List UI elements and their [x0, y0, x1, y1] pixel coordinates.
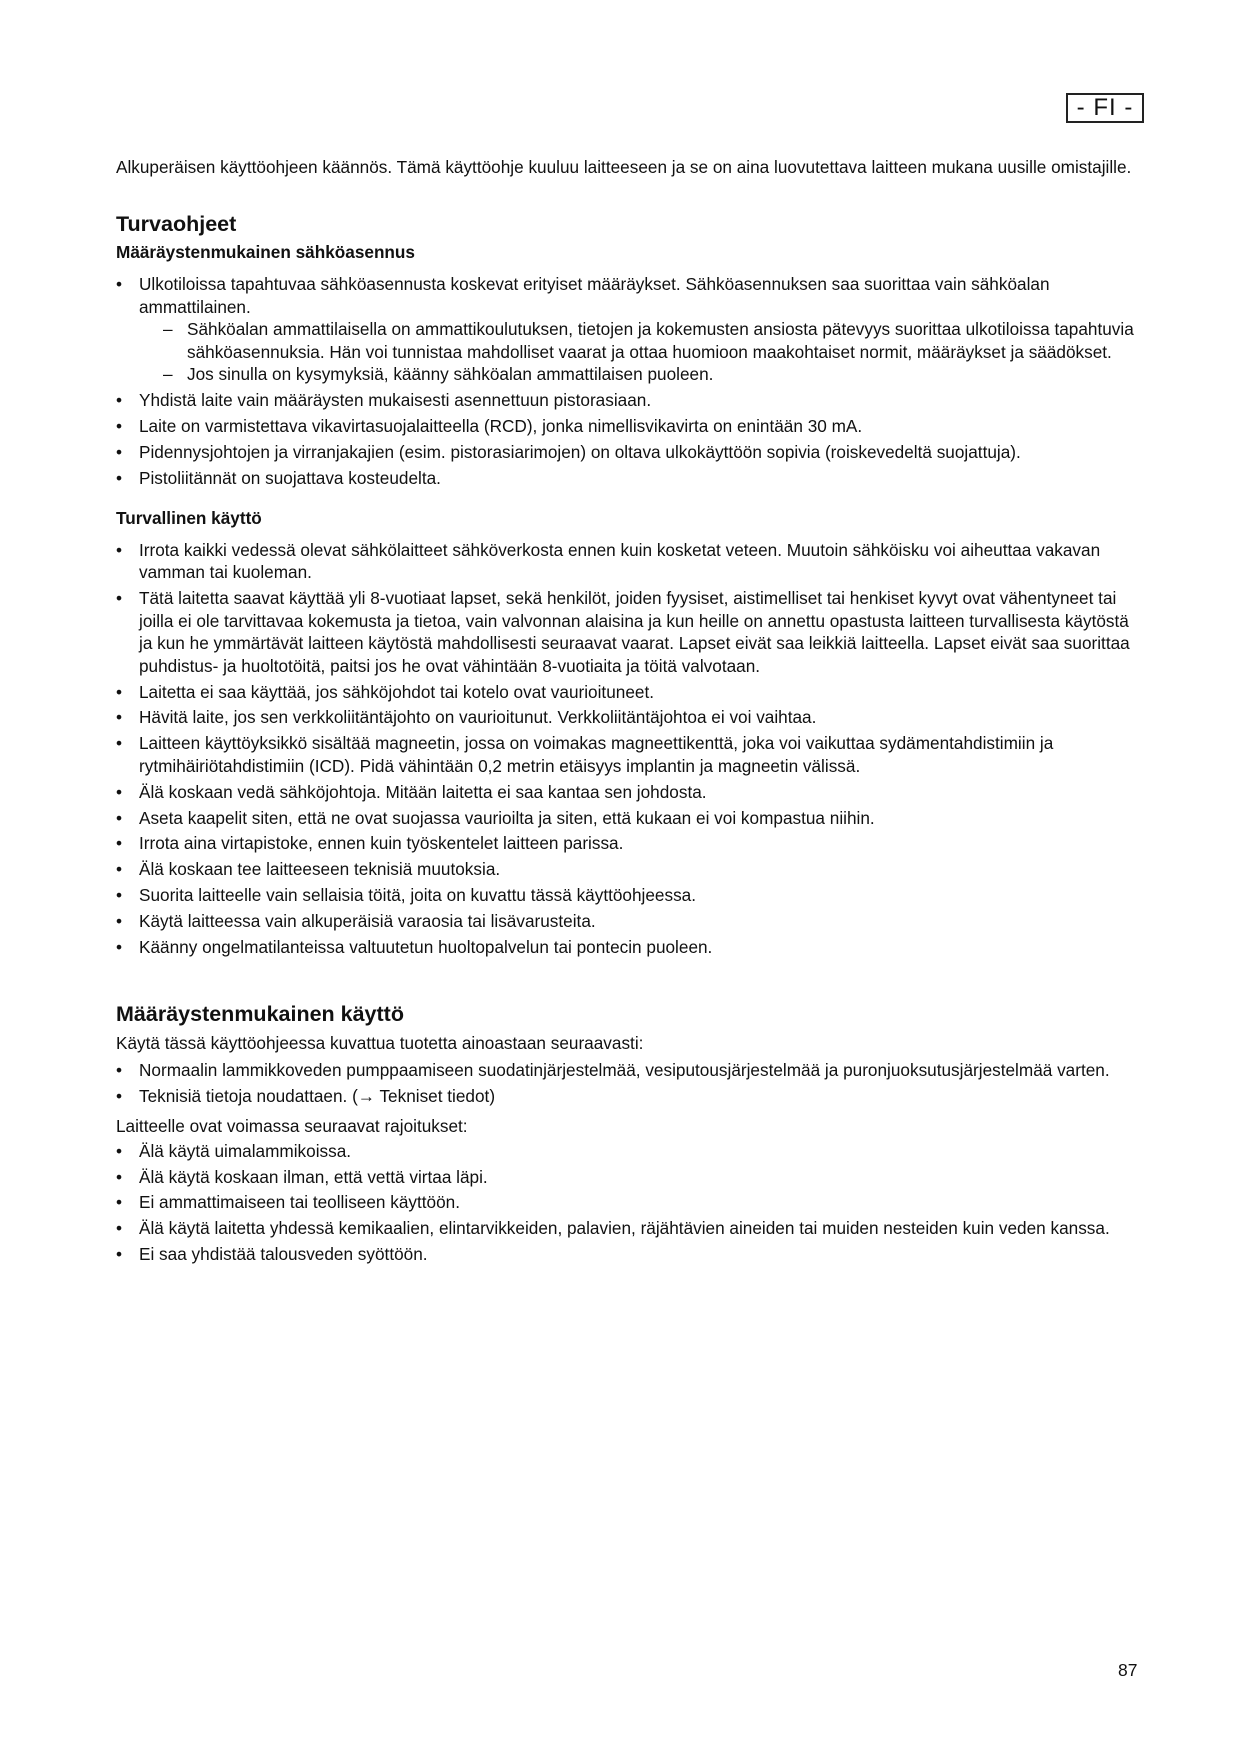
intended-use-heading: Määräystenmukainen käyttö [116, 1002, 404, 1027]
list-item: • Teknisiä tietoja noudattaen. (→ Tekniset tiedot) [116, 1085, 1146, 1107]
list-item: • Pidennysjohtojen ja virranjakajien (esim. pistorasiarimojen) on oltava ulkokäyttöön sopivia (roiskevedeltä suojattuja). [116, 441, 1146, 463]
list-item: • Irrota aina virtapistoke, ennen kuin työskentelet laitteen parissa. [116, 832, 1146, 854]
list-item: • Irrota kaikki vedessä olevat sähkölaitteet sähköverkosta ennen kuin kosketat veteen. Muutoin sähköisku voi aiheuttaa vakavan vamman tai kuoleman. [116, 539, 1146, 584]
safety-heading: Turvaohjeet [116, 212, 237, 237]
list-item: • Yhdistä laite vain määräysten mukaisesti asennettuun pistorasiaan. [116, 389, 1146, 411]
list-item: • Laite on varmistettava vikavirtasuojalaitteella (RCD), jonka nimellisvikavirta on enintään 30 mA. [116, 415, 1146, 437]
restrictions-lead: Laitteelle ovat voimassa seuraavat rajoitukset: [116, 1116, 468, 1137]
intended-use-lead: Käytä tässä käyttöohjeessa kuvattua tuotetta ainoastaan seuraavasti: [116, 1033, 644, 1054]
list-item: • Suorita laitteelle vain sellaisia töitä, joita on kuvattu tässä käyttöohjeessa. [116, 884, 1146, 906]
sub-list-item: – Jos sinulla on kysymyksiä, käänny sähköalan ammattilaisen puoleen. [139, 363, 1146, 385]
list-item: • Laitetta ei saa käyttää, jos sähköjohdot tai kotelo ovat vaurioituneet. [116, 681, 1146, 703]
list-item: • Pistoliitännät on suojattava kosteudelta. [116, 467, 1146, 489]
language-badge: - FI - [1066, 93, 1144, 123]
list-item: • Laitteen käyttöyksikkö sisältää magneetin, jossa on voimakas magneettikenttä, joka voi vaikuttaa sydämentahdistimiin ja rytmihäiriötahdistimiin (ICD). Pidä vähintään 0,2 metrin etäisyys implantin ja magneetin välissä. [116, 732, 1146, 777]
list-item: • Älä käytä uimalammikoissa. [116, 1140, 1146, 1162]
list-item: • Käänny ongelmatilanteissa valtuutetun huoltopalvelun tai pontecin puoleen. [116, 936, 1146, 958]
list-item: • Ei saa yhdistää talousveden syöttöön. [116, 1243, 1146, 1265]
list-item: • Ei ammattimaiseen tai teolliseen käyttöön. [116, 1191, 1146, 1213]
list-item: • Ulkotiloissa tapahtuvaa sähköasennusta koskevat erityiset määräykset. Sähköasennuksen saa suorittaa vain sähköalan ammattilainen. – Sähköalan ammattilaisella on ammattikoulutuksen, tietojen ja kokemusten ansiosta pätevyys suorittaa ulkotiloissa tapahtuvia sähköasennuksia. Hän voi tunnistaa mahdolliset vaarat ja ottaa huomioon maakohtaiset normit, määräykset ja säädökset. – Jos sinulla on kysymyksiä, käänny sähköalan ammattilaisen puoleen. [116, 273, 1146, 385]
intended-use-list [116, 1059, 1146, 1107]
restrictions-list [116, 1140, 1146, 1266]
intro-paragraph: Alkuperäisen käyttöohjeen käännös. Tämä käyttöohje kuuluu laitteeseen ja se on aina luovutettava laitteen mukana uusille omistajille. [116, 157, 1132, 177]
installation-subheading: Määräystenmukainen sähköasennus [116, 242, 415, 263]
page-content [116, 156, 1146, 1269]
page-number: 87 [1118, 1660, 1138, 1680]
list-item: • Käytä laitteessa vain alkuperäisiä varaosia tai lisävarusteita. [116, 910, 1146, 932]
list-item: • Älä koskaan vedä sähköjohtoja. Mitään laitetta ei saa kantaa sen johdosta. [116, 781, 1146, 803]
safe-use-list [116, 539, 1146, 958]
safe-use-subheading: Turvallinen käyttö [116, 508, 262, 529]
sub-list-item: – Sähköalan ammattilaisella on ammattikoulutuksen, tietojen ja kokemusten ansiosta pätevyys suorittaa ulkotiloissa tapahtuvia sähköasennuksia. Hän voi tunnistaa mahdolliset vaarat ja ottaa huomioon maakohtaiset normit, määräykset ja säädökset. [139, 318, 1146, 363]
list-item: • Älä käytä koskaan ilman, että vettä virtaa läpi. [116, 1166, 1146, 1188]
installation-sublist [139, 318, 1146, 385]
list-item: • Tätä laitetta saavat käyttää yli 8-vuotiaat lapset, sekä henkilöt, joiden fyysiset, aistimelliset tai henkiset kyvyt ovat vähentyneet tai joilla ei ole tarvittavaa kokemusta ja tietoa, vain valvonnan alaisina ja kun heille on annettu opastusta laitteen turvallisesta käytöstä ja kun he ymmärtävät laitteen käytöstä mahdollisesti seuraavat vaarat. Lapset eivät saa leikkiä laitteella. Lapset eivät saa suorittaa puhdistus- ja huoltotöitä, paitsi jos he ovat vähintään 8-vuotiaita ja töitä valvotaan. [116, 587, 1146, 677]
list-item: • Aseta kaapelit siten, että ne ovat suojassa vaurioilta ja siten, että kukaan ei voi kompastua niihin. [116, 807, 1146, 829]
list-item: • Älä koskaan tee laitteeseen teknisiä muutoksia. [116, 858, 1146, 880]
installation-list [116, 273, 1146, 489]
list-item: • Älä käytä laitetta yhdessä kemikaalien, elintarvikkeiden, palavien, räjähtävien aineiden tai muiden nesteiden kuin veden kanssa. [116, 1217, 1146, 1239]
list-item: • Normaalin lammikkoveden pumppaamiseen suodatinjärjestelmää, vesiputousjärjestelmää ja puronjuoksutusjärjestelmää varten. [116, 1059, 1146, 1081]
list-item: • Hävitä laite, jos sen verkkoliitäntäjohto on vaurioitunut. Verkkoliitäntäjohtoa ei voi vaihtaa. [116, 706, 1146, 728]
